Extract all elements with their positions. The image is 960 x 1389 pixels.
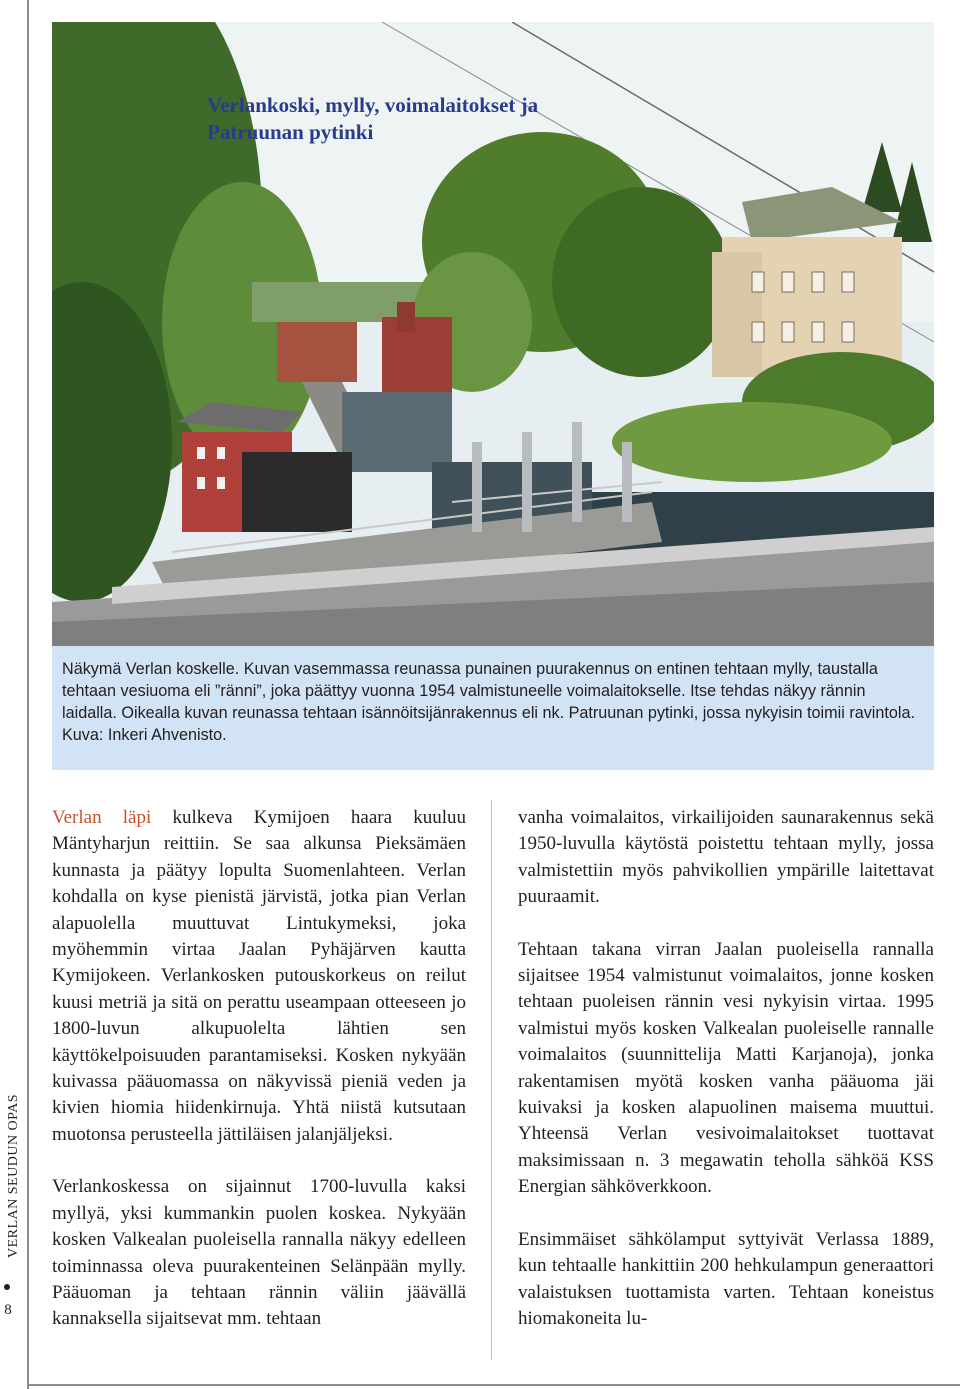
article-paragraph: vanha voimalaitos, virkailijoiden saunarakennus sekä 1950-luvulla käytöstä poistettu tehtaan mylly, jossa valmistettiin myös pahvikollien ympärille laitettavat puuraamit. [518, 807, 934, 908]
article-paragraph: Tehtaan takana virran Jaalan puoleisella rannalla sijaitsee 1954 valmistunut voimalaitos, jonne kosken tehtaan puoleisen rännin vesi nykyisin virtaa. 1995 valmistui myös kosken Valkealan puoleiselle rannalle voimalaitos (suunnittelija Matti Karjanoja), jonka rakentamisen myötä kosken vanha pääuoma jäi kuivaksi ja kosken alapuolinen maisema muuttui. Yhteensä Verlan vesivoimalaitokset tuottavat maksimissaan n. 3 megawatin teholla sähköä KSS Energian sähköverkkoon. [518, 938, 934, 1198]
article-paragraph: Verlankoskessa on sijainnut 1700-luvulla kaksi myllyä, yksi kummankin puolen koskea. Nykyään kosken Valkealan puoleisella rannalla näkyy edelleen toiminnassa oleva puurakenteinen Selänpään mylly. Pääuoman ja tehtaan rännin väliin jäävällä kannaksella sijaitsevat mm. tehtaan [52, 1176, 466, 1330]
photo-caption-box [52, 646, 934, 770]
page-frame-bottom [27, 1384, 960, 1386]
photo-caption: Näkymä Verlan koskelle. Kuvan vasemmassa reunassa punainen puurakennus on entinen tehtaan mylly, taustalla tehtaan vesiuoma eli ”ränni”, joka päättyy vuonna 1954 valmistuneelle voimalaitokselle. Itse tehdas näkyy rännin laidalla. Oikealla kuvan reunassa tehtaan isännöitsijänrakennus eli nk. Patruunan pytinki, jossa nykyisin toimii ravintola. Kuva: Inkeri Ahvenisto. [62, 660, 916, 744]
photo-title-line1: Verlankoski, mylly, voimalaitokset ja [207, 93, 539, 117]
article-lead: Verlan läpi [52, 807, 152, 828]
article-paragraph-text: kulkeva Kymijoen haara kuuluu Mäntyharjun reittiin. Se saa alkunsa Pieksämäen kunnasta ja päätyy lopulta Suomenlahteen. Verlan kohdalla on kyse pienistä järvistä, jotka pian Verlan alapuolella muuttuvat Lintukymeksi, joka myöhemmin virtaa Jaalan Pyhäjärven kautta Kymijokeen. Verlankosken putouskorkeus on reilut kuusi metriä ja sitä on perattu useampaan otteeseen jo 1800-luvun alkupuolelta lähtien sen käyttökelpoisuuden parantamiseksi. Kosken nykyään kuivassa pääuomassa on näkyvissä pieniä veden ja kivien hiomia hiidenkirnuja. Yhtä niistä kutsutaan muotonsa perusteella jättiläisen jalanjäljeksi. [52, 807, 467, 1145]
photo-title-line2: Patruunan pytinki [207, 120, 374, 144]
article-paragraph: Ensimmäiset sähkölamput syttyivät Verlassa 1889, kun tehtaalle hankittiin 200 hehkulampun generaattori valaistuksen tuottamista varten. Tehtaan koneistus hiomakoneita lu- [518, 1228, 934, 1329]
page-number: 8 [4, 1302, 12, 1318]
article-column-left [52, 805, 466, 1359]
running-head-text: VERLAN SEUDUN OPAS [6, 1093, 21, 1258]
photo-title [207, 92, 627, 146]
article-paragraph [52, 805, 466, 1148]
article-column-right [518, 805, 934, 1358]
photo-verlankoski [52, 22, 934, 646]
page-frame-left [27, 0, 29, 1389]
column-divider [491, 800, 492, 1360]
running-head [0, 1093, 21, 1260]
bullet-dot [4, 1284, 10, 1290]
